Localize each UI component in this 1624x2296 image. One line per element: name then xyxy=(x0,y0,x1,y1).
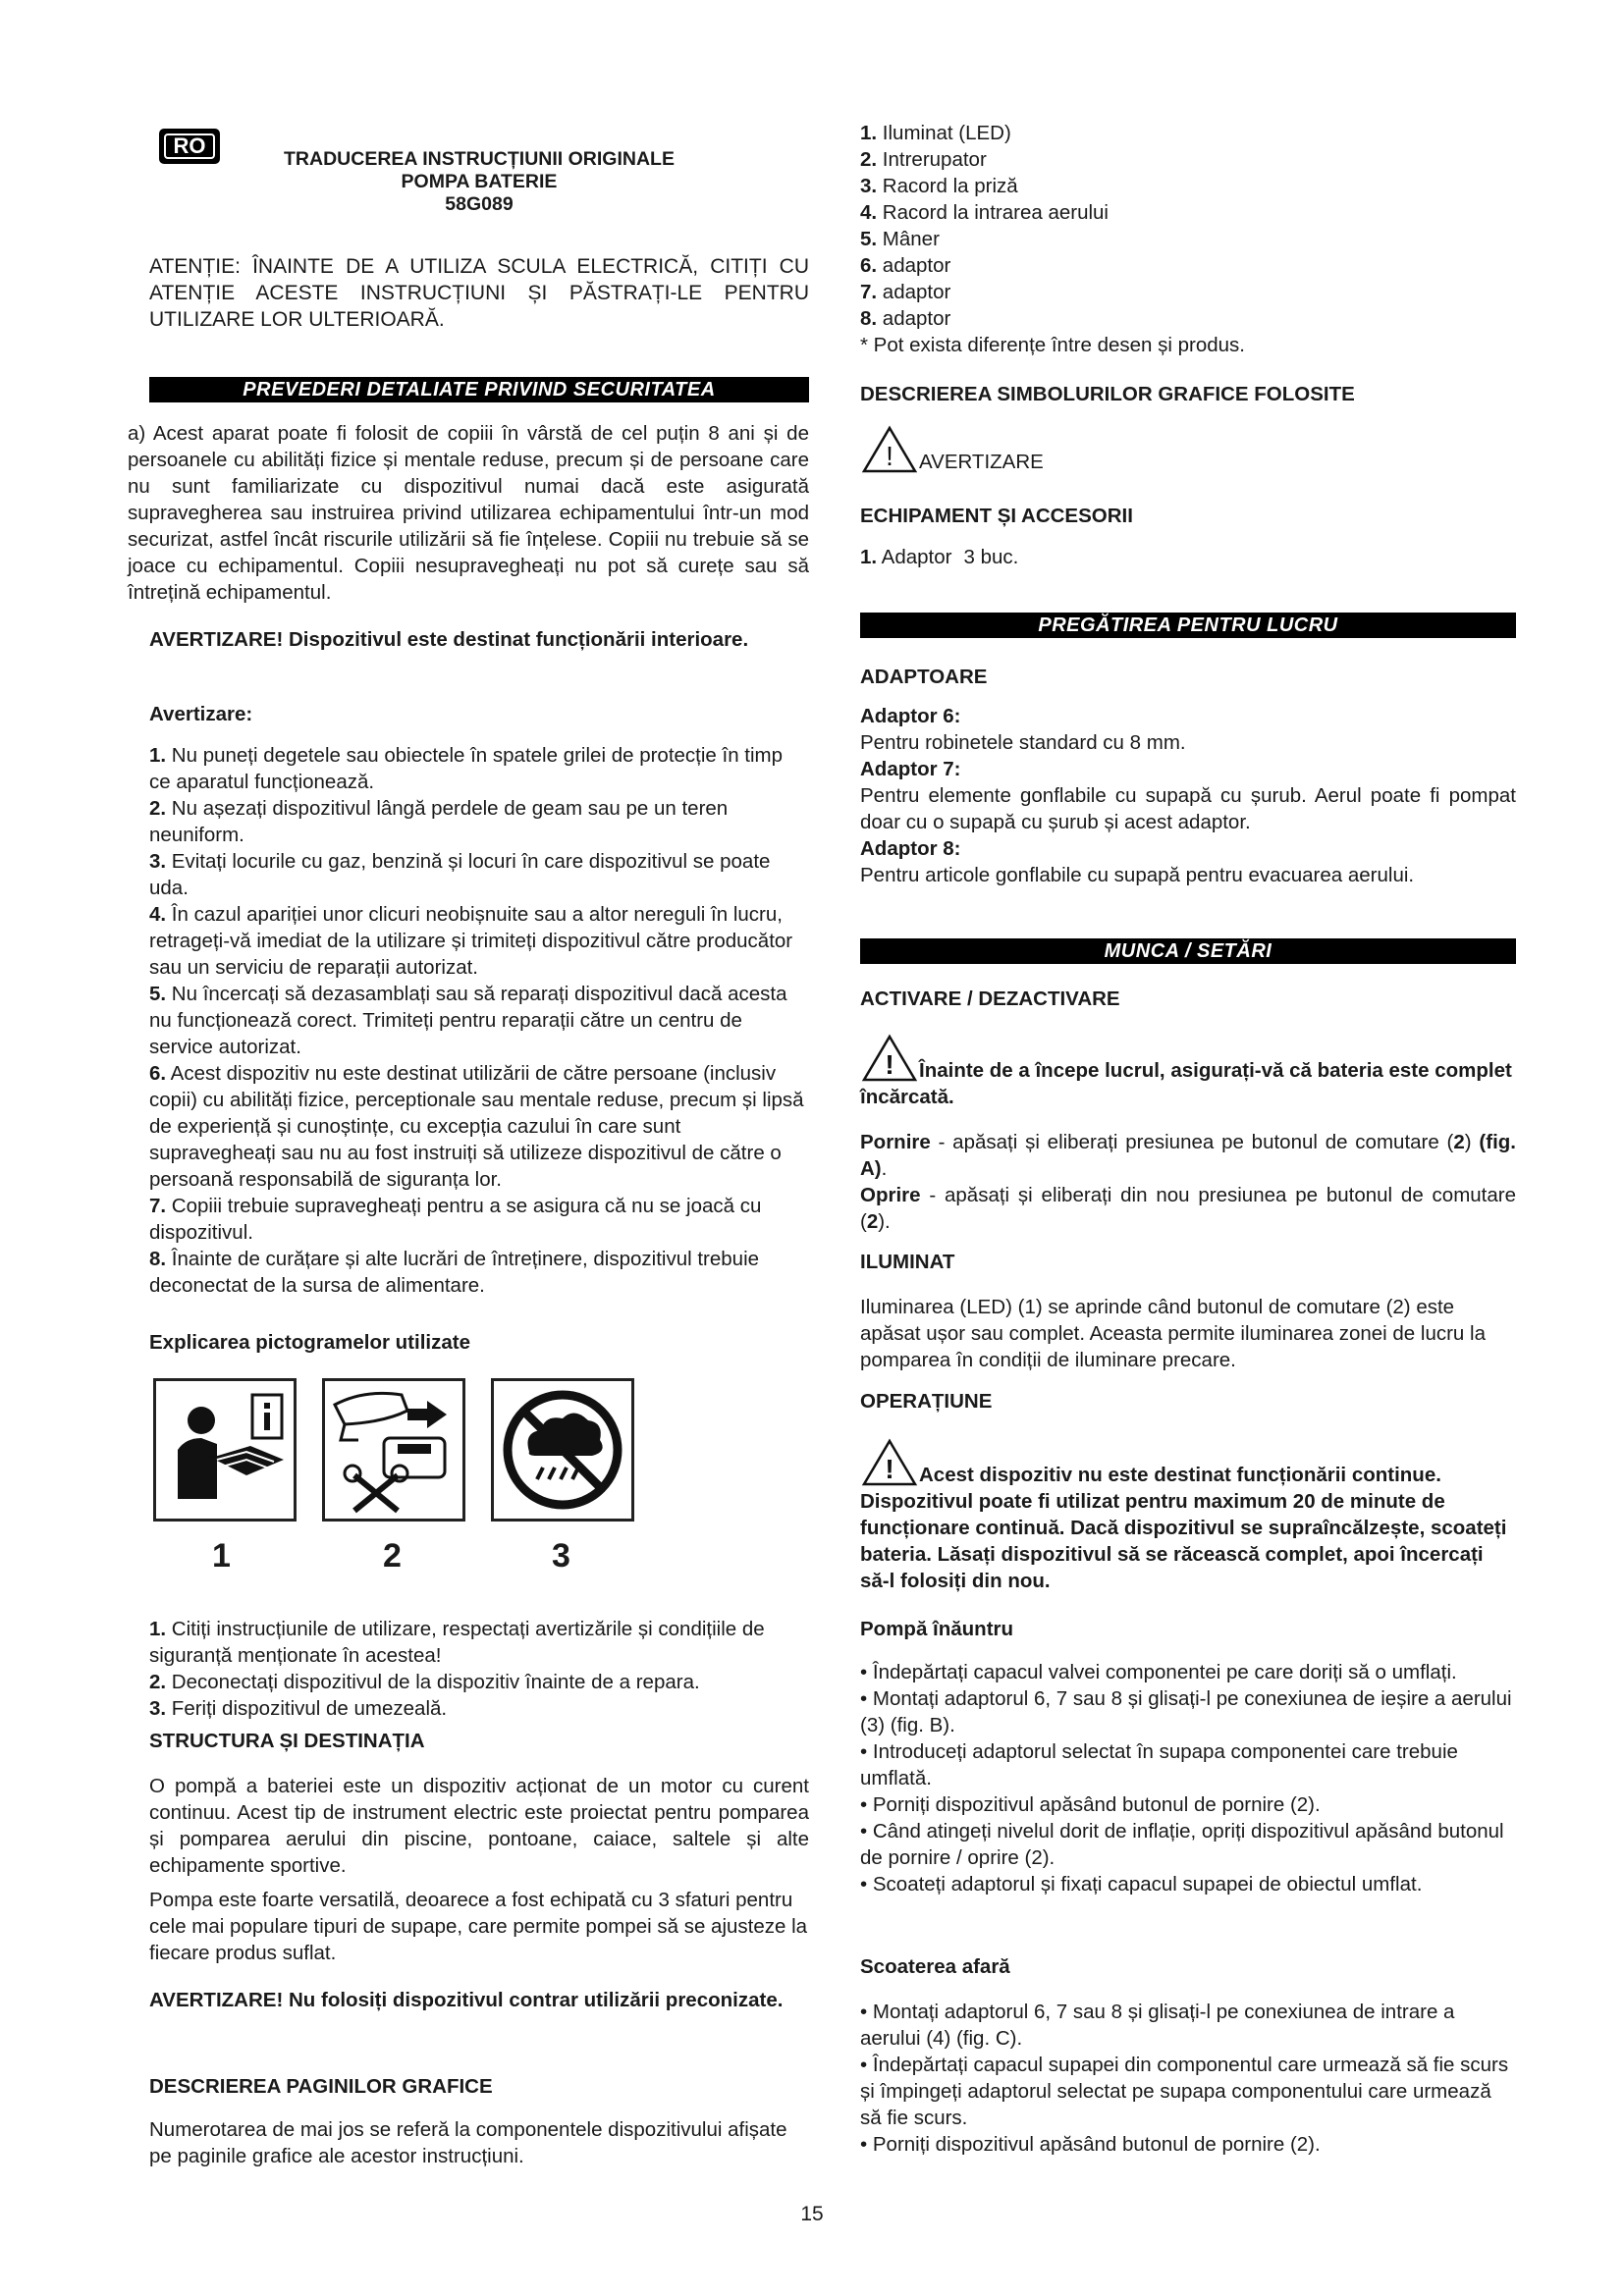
pictogram-number: 1 xyxy=(212,1537,231,1575)
language-badge: RO xyxy=(159,129,220,164)
preparation-section-bar: PREGĂTIREA PENTRU LUCRU xyxy=(860,613,1516,638)
pictogram-item: 3. Feriți dispozitivul de umezeală. xyxy=(149,1697,448,1720)
adapter-name: Adaptor 6: xyxy=(860,705,961,727)
start-instruction: Pornire - apăsați și eliberați presiunea pe butonul de comutare (2) (fig. A). xyxy=(860,1131,1516,1180)
warning-triangle-icon xyxy=(860,1033,919,1084)
safety-section-bar: PREVEDERI DETALIATE PRIVIND SECURITATEA xyxy=(149,377,809,402)
pictogram-item: 2. Deconectați dispozitivul de la dispozitiv înainte de a repara. xyxy=(149,1671,700,1693)
adapter-desc: Pentru robinetele standard cu 8 mm. xyxy=(860,731,1186,754)
warnings-list xyxy=(149,742,809,1299)
pictograms-heading: Explicarea pictogramelor utilizate xyxy=(149,1331,470,1354)
warning-triangle-icon xyxy=(860,424,919,475)
adapter-desc: Pentru elemente gonflabile cu supapă cu șurub. Aerul poate fi pompat doar cu o supapă cu șurub și acest adaptor. xyxy=(860,784,1516,833)
component-item: 6. adaptor xyxy=(860,254,951,277)
symbols-heading: DESCRIEREA SIMBOLURILOR GRAFICE FOLOSITE xyxy=(860,383,1355,405)
list-item: • Îndepărtați capacul supapei din componentul care urmează să fie scurs și împingeți adaptorul selectat pe supapa componentului care urmează să fie scurs. xyxy=(860,2054,1509,2129)
adapter-desc: Pentru articole gonflabile cu supapă pentru evacuarea aerului. xyxy=(860,864,1415,886)
list-item: • Când atingeți nivelul dorit de inflație, opriți dispozitivul apăsând butonul de pornire / oprire (2). xyxy=(860,1820,1504,1869)
list-item: • Porniți dispozitivul apăsând butonul de pornire (2). xyxy=(860,1793,1321,1816)
warning-indoor: AVERTIZARE! Dispozitivul este destinat funcționării interioare. xyxy=(149,628,749,651)
pictogram-number: 3 xyxy=(552,1537,570,1575)
adapter-name: Adaptor 7: xyxy=(860,758,961,780)
adapter-name: Adaptor 8: xyxy=(860,837,961,860)
structure-paragraph-1: O pompă a bateriei este un dispozitiv acționat de un motor cu curent continuu. Acest tip de instrument electric este proiectat pentru pomparea și pomparea aerului din piscine, pontoane, caiace, saltele și alte echipamente sportive. xyxy=(149,1775,809,1877)
component-item: 5. Mâner xyxy=(860,228,940,250)
structure-paragraph-2: Pompa este foarte versatilă, deoarece a fost echipată cu 3 sfaturi pentru cele mai populare tipuri de supape, care permite pompei să se ajusteze la fiecare produs suflat. xyxy=(149,1889,808,1964)
pump-in-heading: Pompă înăuntru xyxy=(860,1618,1014,1640)
disconnect-battery-pictogram-icon xyxy=(322,1378,465,1522)
component-item: 2. Intrerupator xyxy=(860,148,987,171)
component-item: 4. Racord la intrarea aerului xyxy=(860,201,1109,224)
graphic-pages-text: Numerotarea de mai jos se referă la componentele dispozitivului afișate pe paginile grafice ale acestor instrucțiuni. xyxy=(149,2118,787,2167)
symbol-warning-row: ! AVERTIZARE xyxy=(860,424,1516,475)
warning-item: 6. Acest dispozitiv nu este destinat utilizării de către persoane (inclusiv copii) cu abilități fizice, perceptionale sau mentale reduse, precum și lipsă de experiență și cunoștințe, cu excepția cazului în care sunt supravegheați sau nu au fost instruiți să utilizeze dispozitivul de către o persoană responsabilă de siguranța lor. xyxy=(149,1062,804,1191)
list-item: • Îndepărtați capacul valvei componentei pe care doriți să o umflați. xyxy=(860,1661,1457,1683)
warning-triangle-icon xyxy=(860,1437,919,1488)
svg-text:!: ! xyxy=(885,1049,894,1080)
onoff-warning: ! Înainte de a începe lucrul, asigurați-vă că bateria este complet încărcată. xyxy=(860,1033,1516,1110)
onoff-heading: ACTIVARE / DEZACTIVARE xyxy=(860,988,1120,1010)
lighting-heading: ILUMINAT xyxy=(860,1251,955,1273)
pictogram-number: 2 xyxy=(383,1537,402,1575)
component-item: 1. Iluminat (LED) xyxy=(860,122,1011,144)
component-item: 7. adaptor xyxy=(860,281,951,303)
lighting-text: Iluminarea (LED) (1) se aprinde când butonul de comutare (2) este apăsat ușor sau complet. Aceasta permite iluminarea zonei de lucru la pomparea în condiții de iluminare precare. xyxy=(860,1296,1486,1371)
equipment-item: 1. Adaptor 3 buc. xyxy=(860,546,1019,568)
operation-heading: OPERAȚIUNE xyxy=(860,1390,993,1413)
operation-warning: ! Acest dispozitiv nu este destinat funcționării continue. Dispozitivul poate fi utilizat pentru maximum 20 de minute de funcționare continuă. Dacă dispozitivul se supraîncălzește, scoateți bateria. Lăsați dispozitivul să se răcească complet, apoi încercați să-l folosiți din nou. xyxy=(860,1437,1516,1594)
component-item: 8. adaptor xyxy=(860,307,951,330)
warnings-heading: Avertizare: xyxy=(149,703,253,725)
warning-item: 2. Nu așezați dispozitivul lângă perdele de geam sau pe un teren neuniform. xyxy=(149,797,729,846)
warning-item: 7. Copiii trebuie supravegheați pentru a se asigura că nu se joacă cu dispozitivul. xyxy=(149,1195,762,1244)
attention-text: ATENȚIE: ÎNAINTE DE A UTILIZA SCULA ELECTRICĂ, CITIȚI CU ATENȚIE ACESTE INSTRUCȚIUNI ȘI PĂSTRAȚI-LE PENTRU UTILIZARE LOR ULTERIOARĂ. xyxy=(149,255,809,331)
adapters-heading: ADAPTOARE xyxy=(860,666,988,688)
page-number: 15 xyxy=(800,2203,824,2225)
graphic-pages-heading: DESCRIEREA PAGINILOR GRAFICE xyxy=(149,2075,493,2098)
pictogram-item: 1. Citiți instrucțiunile de utilizare, respectați avertizările și condițiile de siguranță menționate în acestea! xyxy=(149,1618,765,1667)
warning-item: 4. În cazul apariției unor clicuri neobișnuite sau a altor nereguli în lucru, retrageți-vă imediat de la utilizare și trimiteți dispozitivul către producător sau un serviciu de reparații autorizat. xyxy=(149,903,793,979)
pump-in-list xyxy=(860,1659,1516,1897)
components-note: * Pot exista diferențe între desen și produs. xyxy=(860,334,1246,356)
no-rain-pictogram-icon xyxy=(491,1378,634,1522)
list-item: • Porniți dispozitivul apăsând butonul de pornire (2). xyxy=(860,2133,1321,2156)
adapters-list xyxy=(860,703,1516,888)
title-line-1: TRADUCEREA INSTRUCȚIUNII ORIGINALE xyxy=(284,148,675,170)
work-section-bar: MUNCA / SETĂRI xyxy=(860,938,1516,964)
pump-out-heading: Scoaterea afară xyxy=(860,1955,1010,1978)
read-manual-pictogram-icon xyxy=(153,1378,297,1522)
list-item: • Montați adaptorul 6, 7 sau 8 și glisați-l pe conexiunea de ieșire a aerului (3) (fig. B). xyxy=(860,1687,1512,1736)
stop-instruction: Oprire - apăsați și eliberați din nou presiunea pe butonul de comutare (2). xyxy=(860,1184,1516,1233)
title-line-3: 58G089 xyxy=(445,193,514,215)
components-list xyxy=(860,120,1516,358)
svg-text:!: ! xyxy=(886,441,893,471)
pump-out-list xyxy=(860,1999,1516,2158)
warning-misuse: AVERTIZARE! Nu folosiți dispozitivul contrar utilizării preconizate. xyxy=(149,1989,784,2011)
list-item: • Montați adaptorul 6, 7 sau 8 și glisați-l pe conexiunea de intrare a aerului (4) (fig. C). xyxy=(860,2001,1455,2050)
warning-item: 3. Evitați locurile cu gaz, benzină și locuri în care dispozitivul se poate uda. xyxy=(149,850,771,899)
para-a: a) Acest aparat poate fi folosit de copiii în vârstă de cel puțin 8 ani și de persoanele cu abilități fizice și mentale reduse, precum și de persoane care nu sunt familiarizate cu dispozitivul numai dacă este asigurată supravegherea sau instruirea privind utilizarea echipamentului într-un mod securizat, astfel încât riscurile utilizării să fie înțelese. Copiii nu trebuie să se joace cu echipamentul. Copiii nesupravegheați nu pot să curețe sau să întrețină echipamentul. xyxy=(128,422,809,604)
warning-item: 5. Nu încercați să dezasamblați sau să reparați dispozitivul dacă acesta nu funcționează corect. Trimiteți pentru reparații către un centru de service autorizat. xyxy=(149,983,787,1058)
list-item: • Introduceți adaptorul selectat în supapa componentei care trebuie umflată. xyxy=(860,1740,1458,1789)
structure-heading: STRUCTURA ȘI DESTINAȚIA xyxy=(149,1730,425,1752)
warning-item: 8. Înainte de curățare și alte lucrări de întreținere, dispozitivul trebuie deconectat de la sursa de alimentare. xyxy=(149,1248,760,1297)
list-item: • Scoateți adaptorul și fixați capacul supapei de obiectul umflat. xyxy=(860,1873,1423,1896)
warning-item: 1. Nu puneți degetele sau obiectele în spatele grilei de protecție în timp ce aparatul funcționează. xyxy=(149,744,784,793)
title-line-2: POMPA BATERIE xyxy=(401,171,558,192)
document-title xyxy=(149,148,809,216)
svg-text:!: ! xyxy=(885,1454,894,1484)
pictogram-explanations xyxy=(149,1616,809,1722)
equipment-heading: ECHIPAMENT ȘI ACCESORII xyxy=(860,505,1133,527)
component-item: 3. Racord la priză xyxy=(860,175,1018,197)
